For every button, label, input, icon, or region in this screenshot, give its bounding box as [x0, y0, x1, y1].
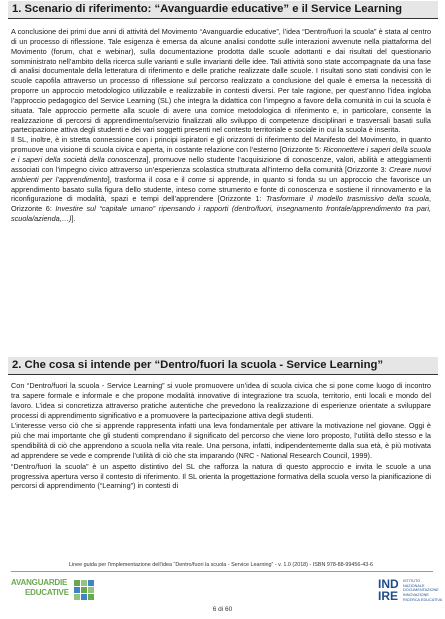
section-2-paragraph-3: “Dentro/fuori la scuola” è un aspetto distintivo del SL che rafforza la natura di questo approccio e invita le scuole a una progressiva apertura verso il contesto di riferimento. Il SL orienta la progettazione formativa della scuola verso la pianificazione di percorsi di apprendimento (“Learning”) in contesti di: [11, 461, 431, 491]
footer-guide-line: Linee guida per l’implementazione dell’idea “Dentro/fuori la scuola - Service Learning” - v. 1.0 (2018) - ISBN 978-88-99456-43-6: [68, 562, 374, 568]
section-1-paragraph-2: Il SL, inoltre, è in stretta connessione con i principi ispiratori e gli orizzonti di riferimento del Manifesto del Movimento, in quanto promuove una visione di scuola civica e aperta, in costante relazione con l’esterno [Orizzonte 5: Riconnettere i saperi della scuola e i saperi della società della conoscenza], promuove nello studente l’acquisizione di conoscenze, valori, abilità e atteggiamenti associati con l’impegno civico attraverso un’esperienza scolastica strutturata all’interno della comunità [Orizzonte 3: Creare nuovi ambienti per l’apprendimento], trasforma il cosa e il come si apprende, in quanto si fonda su un approccio che favorisce un apprendimento basato sulla figura dello studente, inteso come strumento e fonte di conoscenza e sostiene il rinnovamento e la riconfigurazione di modalità, spazi e tempi dell’apprendere [Orizzonte 1: Trasformare il modello trasmissivo della scuola, Orizzonte 6: Investire sul “capitale umano” ripensando i rapporti (dentro/fuori, insegnamento frontale/apprendimento tra pari, scuola/azienda,…)].: [11, 135, 431, 224]
avanguardie-educative-logo: AVANGUARDIE EDUCATIVE: [11, 578, 95, 604]
section-2-heading: 2. Che cosa si intende per “Dentro/fuori la scuola - Service Learning”: [8, 357, 438, 375]
section-1-heading: 1. Scenario di riferimento: “Avanguardie educative” e il Service Learning: [8, 1, 438, 19]
section-2-paragraph-2: L’interesse verso ciò che si apprende rappresenta infatti una leva fondamentale per attivare la motivazione nel giovane. Oggi è più che mai importante che gli studenti comprendano il significato del percorso che viene loro proposto, l’utilità dello stesso e la spendibilità di ciò che apprendono a scuola nella vita reale. Una persona, infatti, indipendentemente dalla sua età, è più motivata ad apprendere se vede e comprende l’utilità di ciò che sta imparando (NRC - National Research Council, 1999).: [11, 421, 431, 460]
section-2-body: [11, 381, 431, 491]
footer-divider: [11, 571, 433, 572]
section-2-paragraph-1: Con “Dentro/fuori la scuola - Service Learning” si vuole promuovere un’idea di scuola civica che si pone come luogo di incontro tra sapere formale e informale e che propone modalità innovative di integrazione tra scuola, territorio, enti locali e mondo del lavoro. L’idea si concretizza attraverso pratiche autentiche che prevedono la realizzazione di esperienze orientate a sviluppare processi di apprendimento significativo e a promuovere la partecipazione attiva degli studenti.: [11, 381, 431, 420]
indire-wordmark: IND IRE: [378, 577, 399, 603]
indire-logo: [378, 577, 443, 606]
cube-logo-icon: [73, 579, 95, 601]
page-number: 6 di 60: [212, 606, 233, 613]
indire-description: ISTITUTO NAZIONALE DOCUMENTAZIONE INNOVAZIONE RICERCA EDUCATIVA: [403, 579, 443, 602]
section-1-body: [11, 27, 431, 224]
section-1-paragraph-1: A conclusione dei primi due anni di attività del Movimento “Avanguardie educative”, l’idea “Dentro/fuori la scuola” è stata al centro di un processo di riflessione. Tale esigenza è emersa da alcune analisi condotte sulle interazioni avvenute nella piattaforma del Movimento (forum, chat e webinar), sulla documentazione prodotta dalle scuole adottanti e dai risultati del questionario somministrato nell’ambito della ricerca sulle varianti e sulle invarianti delle idee. Tali attività sono state accompagnate da una fase di analisi documentale della letteratura di riferimento e delle pratiche realizzate dalle scuole. I risultati sono stati condivisi con le scuole capofila attraverso un processo di riflessione sul percorso realizzato a conclusione del quale è emersa la necessità di proporre un approccio metodologico utilizzabile e realizzabile in contesti diversi. Per tale ragione, per quest’anno l’idea ingloba l’approccio pedagogico del Service Learning (SL) che integra la didattica con l’impegno a favore della comunità in cui la scuola è situata. Tale approccio permette alla scuole di avere una cornice metodologica di riferimento e, in particolare, consente la realizzazione di percorsi di apprendimento/servizio finalizzati allo sviluppo di competenze disciplinari e trasversali basati sulla partecipazione attiva degli studenti e dei vari soggetti presenti nel contesto territoriale e sociale in cui la scuola è inserita.: [11, 27, 431, 135]
